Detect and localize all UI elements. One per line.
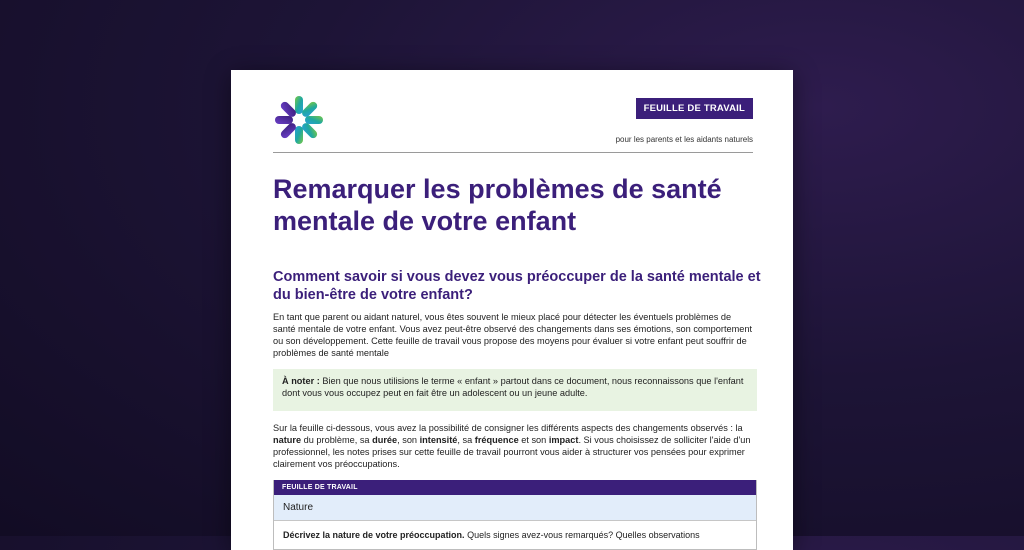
body-text-3: , son [397,435,420,445]
table-row-label-nature: Nature [274,495,756,521]
worksheet-badge: FEUILLE DE TRAVAIL [636,98,753,119]
body-bold-nature: nature [273,435,302,445]
instructions-paragraph [273,422,753,470]
note-label: À noter : [282,376,320,386]
worksheet-page [231,70,793,550]
body-bold-intensite: intensité [419,435,458,445]
table-row-description [274,521,756,549]
body-bold-duree: durée [372,435,398,445]
table-row-bold: Décrivez la nature de votre préoccupation. [283,530,465,540]
page-title: Remarquer les problèmes de santé mentale de votre enfant [273,174,722,236]
body-text-4: , sa [457,435,475,445]
body-bold-impact: impact [548,435,579,445]
intro-paragraph: En tant que parent ou aidant naturel, vous êtes souvent le mieux placé pour détecter les éventuels problèmes de santé mentale de votre enfant. Vous avez peut-être observé des changements dans ses émotions, son comportement ou son développement. Cette feuille de travail vous propose des moyens pour évaluer si votre enfant peut souffrir de problèmes de santé mentale [273,312,753,358]
body-text-6: . Si vous choisissez de solliciter l'aide d'un professionnel, les notes prises sur cette feuille de travail pourront vous aider à structurer vos pensées pour exprimer clairement vos préoccupations. [273,435,751,469]
body-text-2: du problème, sa [301,435,373,445]
body-text-1: Sur la feuille ci-dessous, vous avez la possibilité de consigner les différents aspects des changements observés : la [273,423,743,433]
note-text: Bien que nous utilisions le terme « enfant » partout dans ce document, nous reconnaissons que l'enfant dont vous vous occupez peut en fait être un adolescent ou un jeune adulte. [282,376,744,398]
table-header: FEUILLE DE TRAVAIL [274,480,756,495]
asterisk-flower-logo-icon [273,94,325,146]
worksheet-table [273,480,757,550]
header-divider [273,152,753,153]
note-box [273,369,757,411]
body-bold-frequence: fréquence [474,435,519,445]
audience-label: pour les parents et les aidants naturels [615,135,753,144]
body-text-5: et son [518,435,549,445]
table-row-text: Quels signes avez-vous remarqués? Quelles observations [464,530,700,540]
section-subtitle: Comment savoir si vous devez vous préoccuper de la santé mentale et du bien-être de votre enfant? [273,269,761,303]
